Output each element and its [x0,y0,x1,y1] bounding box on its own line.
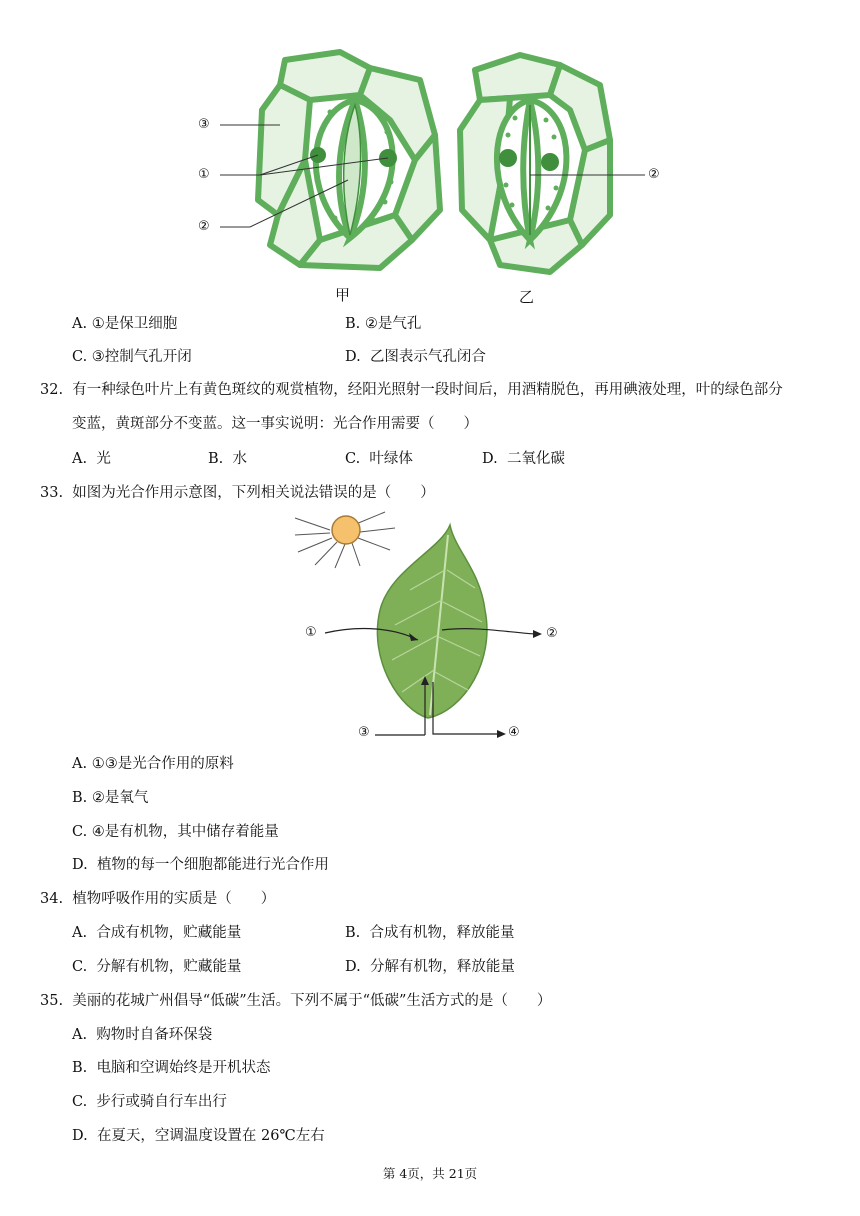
q35-option-b: B. 电脑和空调始终是开机状态 [72,1060,271,1076]
photo-callout-1: ① [305,625,317,640]
q34-option-b: B. 合成有机物，释放能量 [345,925,515,941]
q34-option-c: C. 分解有机物，贮藏能量 [72,959,242,975]
leaf-icon [377,525,487,718]
q33-stem: 33. 如图为光合作用示意图，下列相关说法错误的是（ ） [40,485,435,501]
q32-option-d: D. 二氧化碳 [482,451,565,467]
photosynthesis-figure [290,510,560,750]
q33-option-b: B. ②是氧气 [72,790,149,806]
stomata-figure [190,40,680,285]
stomata-closed-cells [460,55,610,272]
q34-option-d: D. 分解有机物，释放能量 [345,959,515,975]
figure-label-yi: 乙 [519,288,535,306]
photo-callout-2: ② [546,626,558,641]
q35-option-c: C. 步行或骑自行车出行 [72,1094,227,1110]
figure-label-jia: 甲 [335,286,351,304]
q32-option-b: B. 水 [208,451,247,467]
stomata-callout-1: ① [198,167,210,182]
q31-option-b: B. ②是气孔 [345,316,422,332]
q32-option-c: C. 叶绿体 [345,451,413,467]
sun-icon [295,512,395,568]
q33-option-d: D. 植物的每一个细胞都能进行光合作用 [72,857,329,873]
q35-option-d: D. 在夏天，空调温度设置在 26℃左右 [72,1128,325,1144]
q32-stem-line2: 变蓝，黄斑部分不变蓝。这一事实说明：光合作用需要（ ） [72,416,478,432]
stomata-callout-2-right: ② [648,167,660,182]
q33-option-c: C. ④是有机物，其中储存着能量 [72,824,279,840]
q34-stem: 34. 植物呼吸作用的实质是（ ） [40,891,276,907]
q31-option-a: A. ①是保卫细胞 [72,316,178,332]
q32-option-a: A. 光 [72,451,111,467]
photo-callout-4: ④ [508,725,520,740]
q32-stem-line1: 32. 有一种绿色叶片上有黄色斑纹的观赏植物，经阳光照射一段时间后，用酒精脱色，再用碘液处理，叶的绿色部分 [40,382,783,398]
q33-option-a: A. ①③是光合作用的原料 [72,756,234,772]
q35-stem: 35. 美丽的花城广州倡导“低碳”生活。下列不属于“低碳”生活方式的是（ ） [40,993,552,1009]
page-footer: 第 4页，共 21页 [382,1166,478,1181]
q35-option-a: A. 购物时自备环保袋 [72,1027,213,1043]
stomata-callout-2-left: ② [198,219,210,234]
stomata-closed-guard-cells [497,100,566,240]
photo-callout-3: ③ [358,725,370,740]
q34-option-a: A. 合成有机物，贮藏能量 [72,925,242,941]
q31-option-d: D. 乙图表示气孔闭合 [345,349,486,365]
q31-option-c: C. ③控制气孔开闭 [72,349,192,365]
stomata-callout-3: ③ [198,117,210,132]
